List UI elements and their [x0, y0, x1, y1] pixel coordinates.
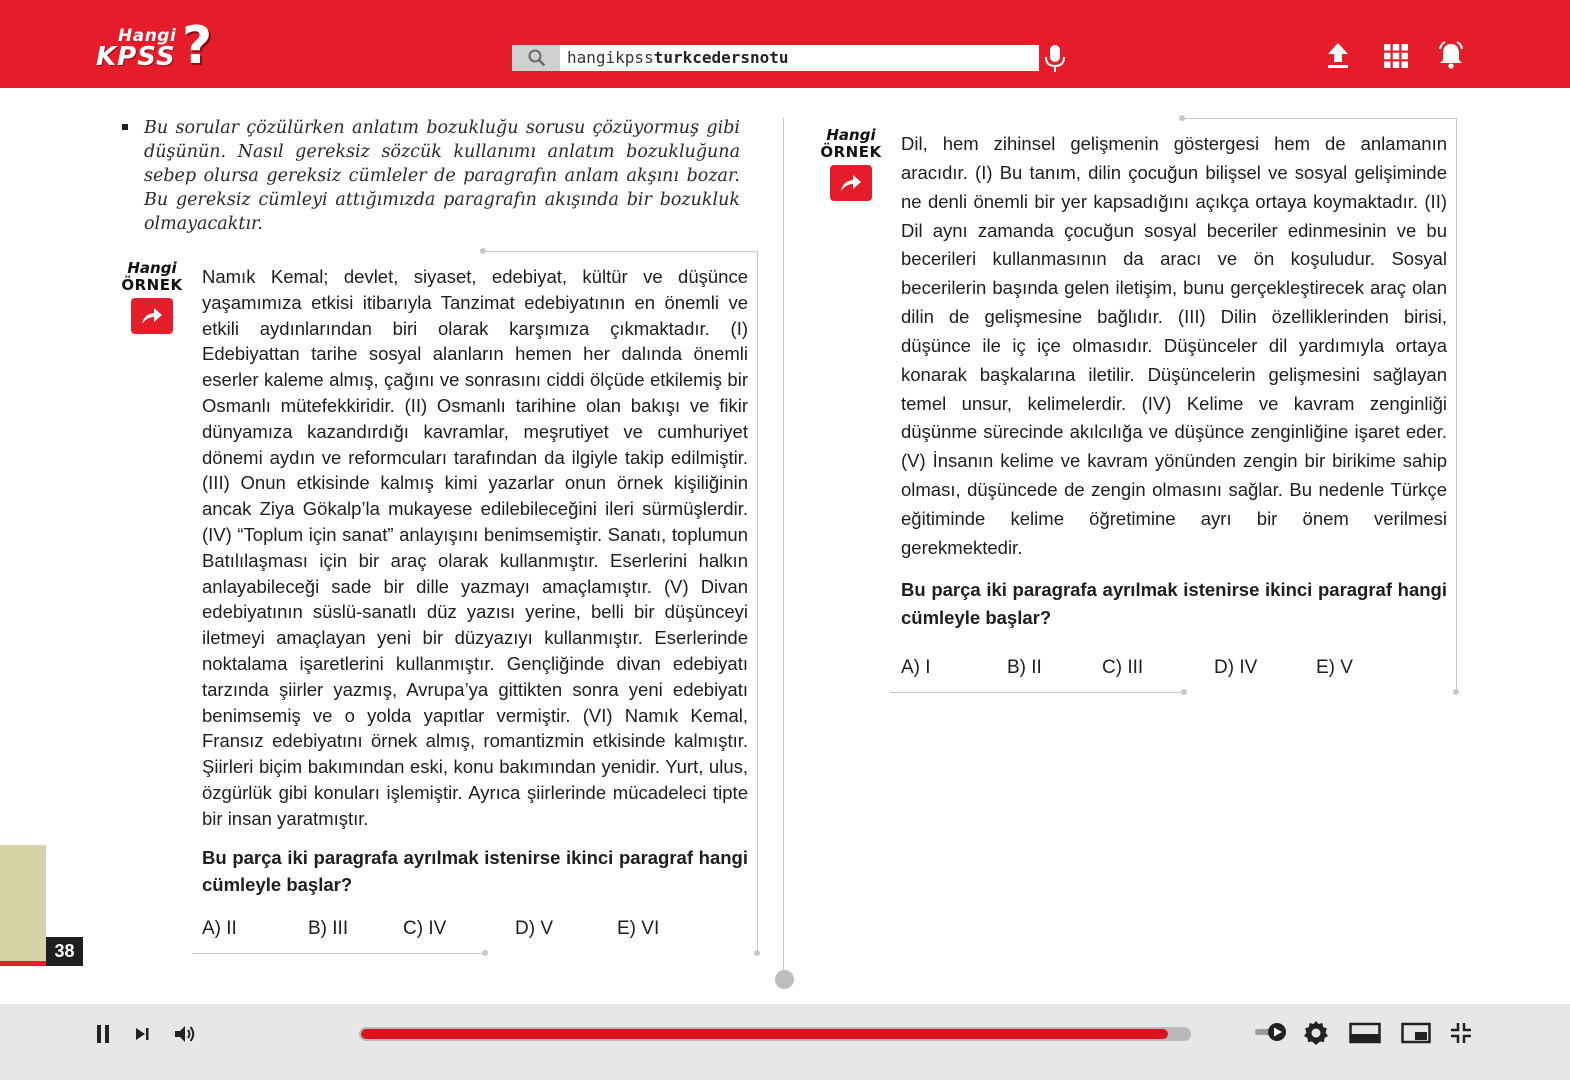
right-example-share-button[interactable]	[830, 165, 872, 201]
settings-gear-icon[interactable]	[1303, 1020, 1329, 1046]
progress-bar-fill	[361, 1029, 1168, 1039]
left-option-b[interactable]: B) III	[308, 918, 349, 939]
left-passage: Namık Kemal; devlet, siyaset, edebiyat, kültür ve düşünce yaşamımıza etkisi itibarıyla Tanzimat edebiyatının en önemli ve etkili aydınlarından biri olarak karşımıza çıkmaktadır. (I) Edebiyattan tarihe sosyal alanların hemen her dalında önemli eserler kaleme almış, çağını ve sonrasını ciddi ölçüde etkilemiş bir Osmanlı mütefekkiridir. (II) Osmanlı tarihine olan bakışı ve fikir dünyamıza kazandırdığı kavramlar, meşrutiyet ve cumhuriyet dönemi aydın ve reformcuları tarafından da ilgiyle takip edilmiştir. (III) Onun etkisinde kalmış kimi yazarlar onun örnek kişiliğinin ancak Ziya Gökalp’la mukayese edilebileceğini ileri sürmüşlerdir. (IV) “Toplum için sanat” anlayışını benimsemiştir. Sanatı, toplumun Batılılaşması için bir araç olarak kullanmıştır. Eserlerini halkın anlayabileceği sade bir dille yazmayı amaçlamıştır. (V) Divan edebiyatının süslü-sanatlı düz yazısı yerine, belli bir düşünceyi iletmeyi amaçlayan yeni bir düzyazıyı kullanmıştır. Eserlerinde noktalama işaretlerini kullanmıştır. Gençliğinde divan edebiyatı tarzında şiirler yazmış, Avrupa’ya gittikten sonra yeni edebiyatı benimsemiş ve o yolda yapıtlar vermiştir. (VI) Namık Kemal, Fransız edebiyatını örnek almış, romantizmin etkisinde kalmıştır. Şiirleri biçim bakımından eski, konu bakımından yenidir. Yurt, ulus, özgürlük gibi konuları işlemiştir. Ayrıca şiirlerinde mücadeleci tipte bir insan yaratmıştır.	[202, 266, 748, 829]
search-bar[interactable]	[512, 45, 1039, 71]
right-option-d[interactable]: D) IV	[1214, 657, 1258, 678]
next-icon[interactable]	[133, 1025, 151, 1043]
autoplay-toggle-icon[interactable]	[1254, 1020, 1288, 1044]
hangi-kpss-logo[interactable]	[96, 16, 220, 78]
tip-text: Bu sorular çözülürken anlatım bozukluğu sorusu çözüyormuş gibi düşünün. Nasıl gereksiz sözcük kullanımı anlatım bozukluğuna sebep olursa gereksiz cümleler de paragrafın anlam akşını bozar. Bu gereksiz cümleyi attığımızda paragrafın akışında bir bozukluk olmayacaktır.	[144, 118, 740, 234]
badge-bottom-text: ÖRNEK	[121, 276, 183, 294]
search-text-bold: turkcedersnotu	[653, 48, 789, 67]
left-box-bottom-rule	[192, 953, 486, 954]
page-side-redline	[0, 961, 46, 966]
left-example-share-button[interactable]	[131, 298, 173, 334]
notification-bell-icon[interactable]	[1437, 40, 1465, 70]
left-box-bottom-dot	[482, 950, 488, 956]
right-box-top-dot	[1179, 115, 1185, 121]
logo-question-mark: ?	[182, 16, 213, 76]
badge-bottom-text: ÖRNEK	[820, 143, 882, 161]
left-box-right-rule	[757, 251, 758, 953]
right-option-b[interactable]: B) II	[1007, 657, 1042, 678]
left-option-a[interactable]: A) II	[202, 918, 237, 939]
right-passage: Dil, hem zihinsel gelişmenin göstergesi hem de anlamanın aracıdır. (I) Bu tanım, dilin çocuğun bilişsel ve sosyal gelişiminde ne denli önemli bir yer kapsadığını açıkça ortaya koymaktadır. (II) Dil aynı zamanda çocuğun sosyal beceriler edinmesinin ve bu becerileri kullanmasının da aracı ve ön koşuludur. Sosyal becerilerin başında gelen iletişim, bunu gerçekleştirecek araç olan dilin de gelişmesine bağlıdır. (III) Dilin özelliklerinden birisi, düşünce ile iç içe olmasıdır. Düşünceler dil yardımıyla ortaya konarak başkalarına iletilir. Düşüncelerin gelişmesini sağlayan temel unsur, kelimelerdir. (IV) Kelime ve kavram zenginliği düşünme sürecinde akılcılığa ve düşünce zenginliğine işaret eder. (V) İnsanın kelime ve kavram yönünden zengin bir birikime sahip olması, düşüncede de zengin olmasını sağlar. Bu nedenle Türkçe eğitiminde kelime öğretimine ayrı bir önem verilmesi gerekmektedir.	[901, 133, 1447, 558]
page-number: 38	[46, 937, 83, 966]
search-input[interactable]	[567, 48, 789, 67]
scroll-knob[interactable]	[775, 970, 794, 989]
right-question: Bu parça iki paragrafa ayrılmak istenirse ikinci paragraf hangi cümleyle başlar?	[901, 579, 1447, 628]
progress-bar[interactable]	[359, 1027, 1191, 1041]
tip-bullet	[122, 116, 740, 236]
logo-bottom-text: KPSS	[96, 42, 176, 72]
apps-grid-icon[interactable]	[1383, 40, 1409, 70]
logo-top-text: Hangi	[118, 26, 177, 46]
right-example-badge	[816, 127, 886, 201]
page-divider	[783, 118, 784, 978]
left-option-e[interactable]: E) VI	[617, 918, 660, 939]
search-button[interactable]	[512, 45, 560, 71]
right-box-bottom-rule	[890, 692, 1185, 693]
right-option-a[interactable]: A) I	[901, 657, 931, 678]
left-box-right-dot	[754, 950, 760, 956]
miniplayer-icon[interactable]	[1401, 1022, 1431, 1044]
bullet-square	[122, 124, 128, 130]
right-box-bottom-dot	[1181, 689, 1187, 695]
left-example-badge	[117, 260, 187, 334]
upload-icon[interactable]	[1325, 40, 1351, 70]
search-icon	[528, 49, 546, 67]
left-question: Bu parça iki paragrafa ayrılmak istenirse ikinci paragraf hangi cümleyle başlar?	[202, 847, 748, 895]
mic-icon[interactable]	[1044, 44, 1066, 74]
right-box-top-rule	[1183, 118, 1456, 119]
volume-icon[interactable]	[173, 1023, 197, 1045]
share-arrow-icon	[839, 172, 863, 194]
theater-mode-icon[interactable]	[1349, 1022, 1381, 1044]
right-option-c[interactable]: C) III	[1102, 657, 1144, 678]
left-box-top-dot	[480, 248, 486, 254]
right-box-right-dot	[1453, 689, 1459, 695]
share-arrow-icon	[140, 305, 164, 327]
badge-top-text: Hangi	[127, 259, 177, 277]
fullscreen-exit-icon[interactable]	[1449, 1021, 1473, 1045]
badge-top-text: Hangi	[826, 126, 876, 144]
search-text-prefix: hangikpss	[567, 48, 654, 67]
left-option-c[interactable]: C) IV	[403, 918, 447, 939]
pause-icon[interactable]	[94, 1023, 112, 1045]
left-box-top-rule	[484, 251, 757, 252]
video-player-bar	[0, 1004, 1570, 1080]
right-box-right-rule	[1456, 118, 1457, 692]
right-option-e[interactable]: E) V	[1316, 657, 1353, 678]
page-side-tab	[0, 845, 46, 965]
left-option-d[interactable]: D) V	[515, 918, 553, 939]
